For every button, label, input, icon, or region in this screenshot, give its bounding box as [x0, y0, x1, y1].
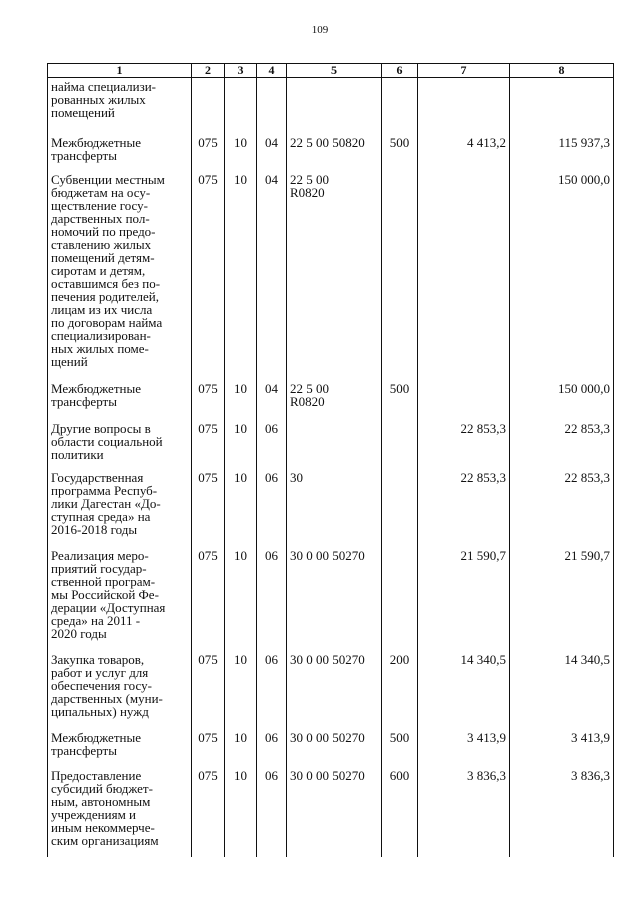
table-row [48, 767, 614, 857]
chapter-code-cell: 10 [225, 729, 257, 767]
table-row [48, 78, 614, 134]
subchapter-code-cell [257, 78, 287, 134]
row-name-cell: найма специализи- рованных жилых помещений [48, 78, 192, 134]
section-code-cell: 075 [192, 469, 225, 547]
target-item-code-cell: 30 0 00 50270 [287, 767, 382, 857]
amount-col7-cell: 14 340,5 [418, 651, 510, 729]
row-name-cell: Другие вопросы в области социальной политики [48, 420, 192, 469]
expense-type-code-cell [382, 547, 418, 651]
chapter-code-cell: 10 [225, 380, 257, 420]
row-name-cell: Субвенции местным бюджетам на осу- ществление госу- дарственных пол- номочий по предо- ставлению жилых помещений детям- сиротам и детям, оставшимся без по- печения родителей, лицам из их числа по договорам найма специализирован- ных жилых поме- щений [48, 171, 192, 380]
amount-col8-cell: 3 836,3 [510, 767, 614, 857]
subchapter-code-cell: 06 [257, 767, 287, 857]
column-header: 7 [418, 64, 510, 78]
table-row [48, 651, 614, 729]
column-header: 8 [510, 64, 614, 78]
chapter-code-cell: 10 [225, 420, 257, 469]
subchapter-code-cell: 04 [257, 171, 287, 380]
chapter-code-cell: 10 [225, 134, 257, 171]
target-item-code-cell: 22 5 00 R0820 [287, 380, 382, 420]
amount-col7-cell [418, 78, 510, 134]
amount-col8-cell: 150 000,0 [510, 171, 614, 380]
section-code-cell: 075 [192, 651, 225, 729]
amount-col8-cell: 22 853,3 [510, 420, 614, 469]
amount-col7-cell [418, 380, 510, 420]
row-name-cell: Реализация меро- приятий государ- ственной програм- мы Российской Фе- дерации «Доступная среда» на 2011 - 2020 годы [48, 547, 192, 651]
subchapter-code-cell: 06 [257, 469, 287, 547]
table-row [48, 171, 614, 380]
expense-type-code-cell: 500 [382, 134, 418, 171]
chapter-code-cell: 10 [225, 171, 257, 380]
row-name-cell: Межбюджетные трансферты [48, 380, 192, 420]
target-item-code-cell: 22 5 00 50820 [287, 134, 382, 171]
table-row [48, 729, 614, 767]
section-code-cell: 075 [192, 134, 225, 171]
subchapter-code-cell: 04 [257, 380, 287, 420]
section-code-cell: 075 [192, 729, 225, 767]
row-name-cell: Предоставление субсидий бюджет- ным, автономным учреждениям и иным некоммерче- ским организациям [48, 767, 192, 857]
amount-col8-cell: 150 000,0 [510, 380, 614, 420]
expense-type-code-cell: 500 [382, 380, 418, 420]
expense-type-code-cell [382, 469, 418, 547]
table-row [48, 469, 614, 547]
row-name-cell: Межбюджетные трансферты [48, 729, 192, 767]
subchapter-code-cell: 06 [257, 420, 287, 469]
table-row [48, 380, 614, 420]
target-item-code-cell: 30 0 00 50270 [287, 651, 382, 729]
target-item-code-cell [287, 420, 382, 469]
section-code-cell [192, 78, 225, 134]
chapter-code-cell: 10 [225, 651, 257, 729]
section-code-cell: 075 [192, 420, 225, 469]
amount-col8-cell [510, 78, 614, 134]
subchapter-code-cell: 06 [257, 651, 287, 729]
chapter-code-cell: 10 [225, 469, 257, 547]
amount-col8-cell: 22 853,3 [510, 469, 614, 547]
table-row [48, 547, 614, 651]
page-number: 109 [311, 24, 329, 36]
row-name-cell: Закупка товаров, работ и услуг для обеспечения госу- дарственных (муни- ципальных) нужд [48, 651, 192, 729]
column-header: 5 [287, 64, 382, 78]
chapter-code-cell: 10 [225, 547, 257, 651]
section-code-cell: 075 [192, 767, 225, 857]
amount-col7-cell: 21 590,7 [418, 547, 510, 651]
table-row [48, 420, 614, 469]
target-item-code-cell: 30 0 00 50270 [287, 729, 382, 767]
amount-col7-cell: 22 853,3 [418, 469, 510, 547]
expense-type-code-cell [382, 171, 418, 380]
expense-type-code-cell: 500 [382, 729, 418, 767]
chapter-code-cell [225, 78, 257, 134]
column-header: 2 [192, 64, 225, 78]
subchapter-code-cell: 04 [257, 134, 287, 171]
amount-col7-cell: 4 413,2 [418, 134, 510, 171]
amount-col8-cell: 14 340,5 [510, 651, 614, 729]
amount-col7-cell [418, 171, 510, 380]
expense-type-code-cell: 600 [382, 767, 418, 857]
section-code-cell: 075 [192, 380, 225, 420]
subchapter-code-cell: 06 [257, 547, 287, 651]
expense-type-code-cell [382, 78, 418, 134]
amount-col7-cell: 3 413,9 [418, 729, 510, 767]
column-header: 6 [382, 64, 418, 78]
column-header: 1 [48, 64, 192, 78]
amount-col8-cell: 3 413,9 [510, 729, 614, 767]
subchapter-code-cell: 06 [257, 729, 287, 767]
column-header: 4 [257, 64, 287, 78]
amount-col8-cell: 115 937,3 [510, 134, 614, 171]
chapter-code-cell: 10 [225, 767, 257, 857]
target-item-code-cell [287, 78, 382, 134]
target-item-code-cell: 30 0 00 50270 [287, 547, 382, 651]
table-row [48, 134, 614, 171]
budget-table [47, 63, 614, 857]
expense-type-code-cell: 200 [382, 651, 418, 729]
column-header: 3 [225, 64, 257, 78]
amount-col8-cell: 21 590,7 [510, 547, 614, 651]
section-code-cell: 075 [192, 547, 225, 651]
row-name-cell: Государственная программа Респуб- лики Дагестан «До- ступная среда» на 2016-2018 годы [48, 469, 192, 547]
target-item-code-cell: 30 [287, 469, 382, 547]
table-header-row [48, 64, 614, 78]
amount-col7-cell: 3 836,3 [418, 767, 510, 857]
amount-col7-cell: 22 853,3 [418, 420, 510, 469]
section-code-cell: 075 [192, 171, 225, 380]
row-name-cell: Межбюджетные трансферты [48, 134, 192, 171]
target-item-code-cell: 22 5 00 R0820 [287, 171, 382, 380]
expense-type-code-cell [382, 420, 418, 469]
